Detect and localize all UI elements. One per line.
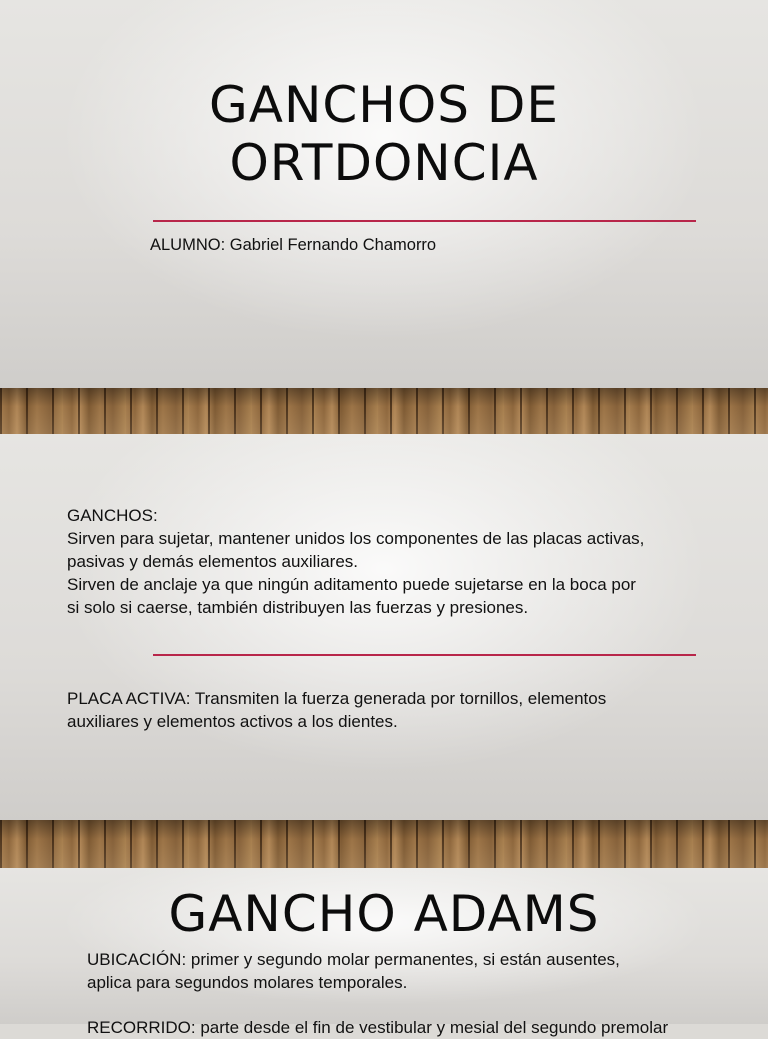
ganchos-heading: GANCHOS: — [67, 506, 158, 525]
slide-1-title — [0, 76, 768, 192]
placa-line-2: auxiliares y elementos activos a los dientes. — [67, 712, 398, 731]
wood-floor-2 — [0, 820, 768, 868]
slide-1-subtitle: ALUMNO: Gabriel Fernando Chamorro — [150, 236, 437, 254]
ubicacion-line-1: UBICACIÓN: primer y segundo molar permanentes, si están ausentes, — [87, 950, 620, 969]
slide-1 — [0, 0, 768, 388]
ganchos-line-1: Sirven para sujetar, mantener unidos los componentes de las placas activas, — [67, 529, 645, 548]
accent-divider — [153, 220, 696, 222]
recorrido-partial-line: RECORRIDO: parte desde el fin de vestibular y mesial del segundo premolar — [87, 1018, 669, 1037]
slide-3 — [0, 868, 768, 1037]
accent-divider — [153, 654, 696, 656]
ganchos-line-3: Sirven de anclaje ya que ningún aditamento puede sujetarse en la boca por — [67, 575, 636, 594]
title-line-1: GANCHOS DE — [209, 76, 559, 134]
title-line-2: ORTDONCIA — [229, 134, 539, 192]
wood-floor-1 — [0, 388, 768, 434]
ubicacion-line-2: aplica para segundos molares temporales. — [87, 973, 408, 992]
placa-activa-paragraph — [67, 687, 747, 733]
ganchos-paragraph — [67, 504, 747, 619]
slide-2 — [0, 434, 768, 820]
slide-3-title: GANCHO ADAMS — [168, 885, 600, 943]
ganchos-line-4: si solo si caerse, también distribuyen las fuerzas y presiones. — [67, 598, 529, 617]
ganchos-line-2: pasivas y demás elementos auxiliares. — [67, 552, 359, 571]
ubicacion-paragraph — [87, 948, 747, 994]
placa-line-1: PLACA ACTIVA: Transmiten la fuerza generada por tornillos, elementos — [67, 689, 607, 708]
